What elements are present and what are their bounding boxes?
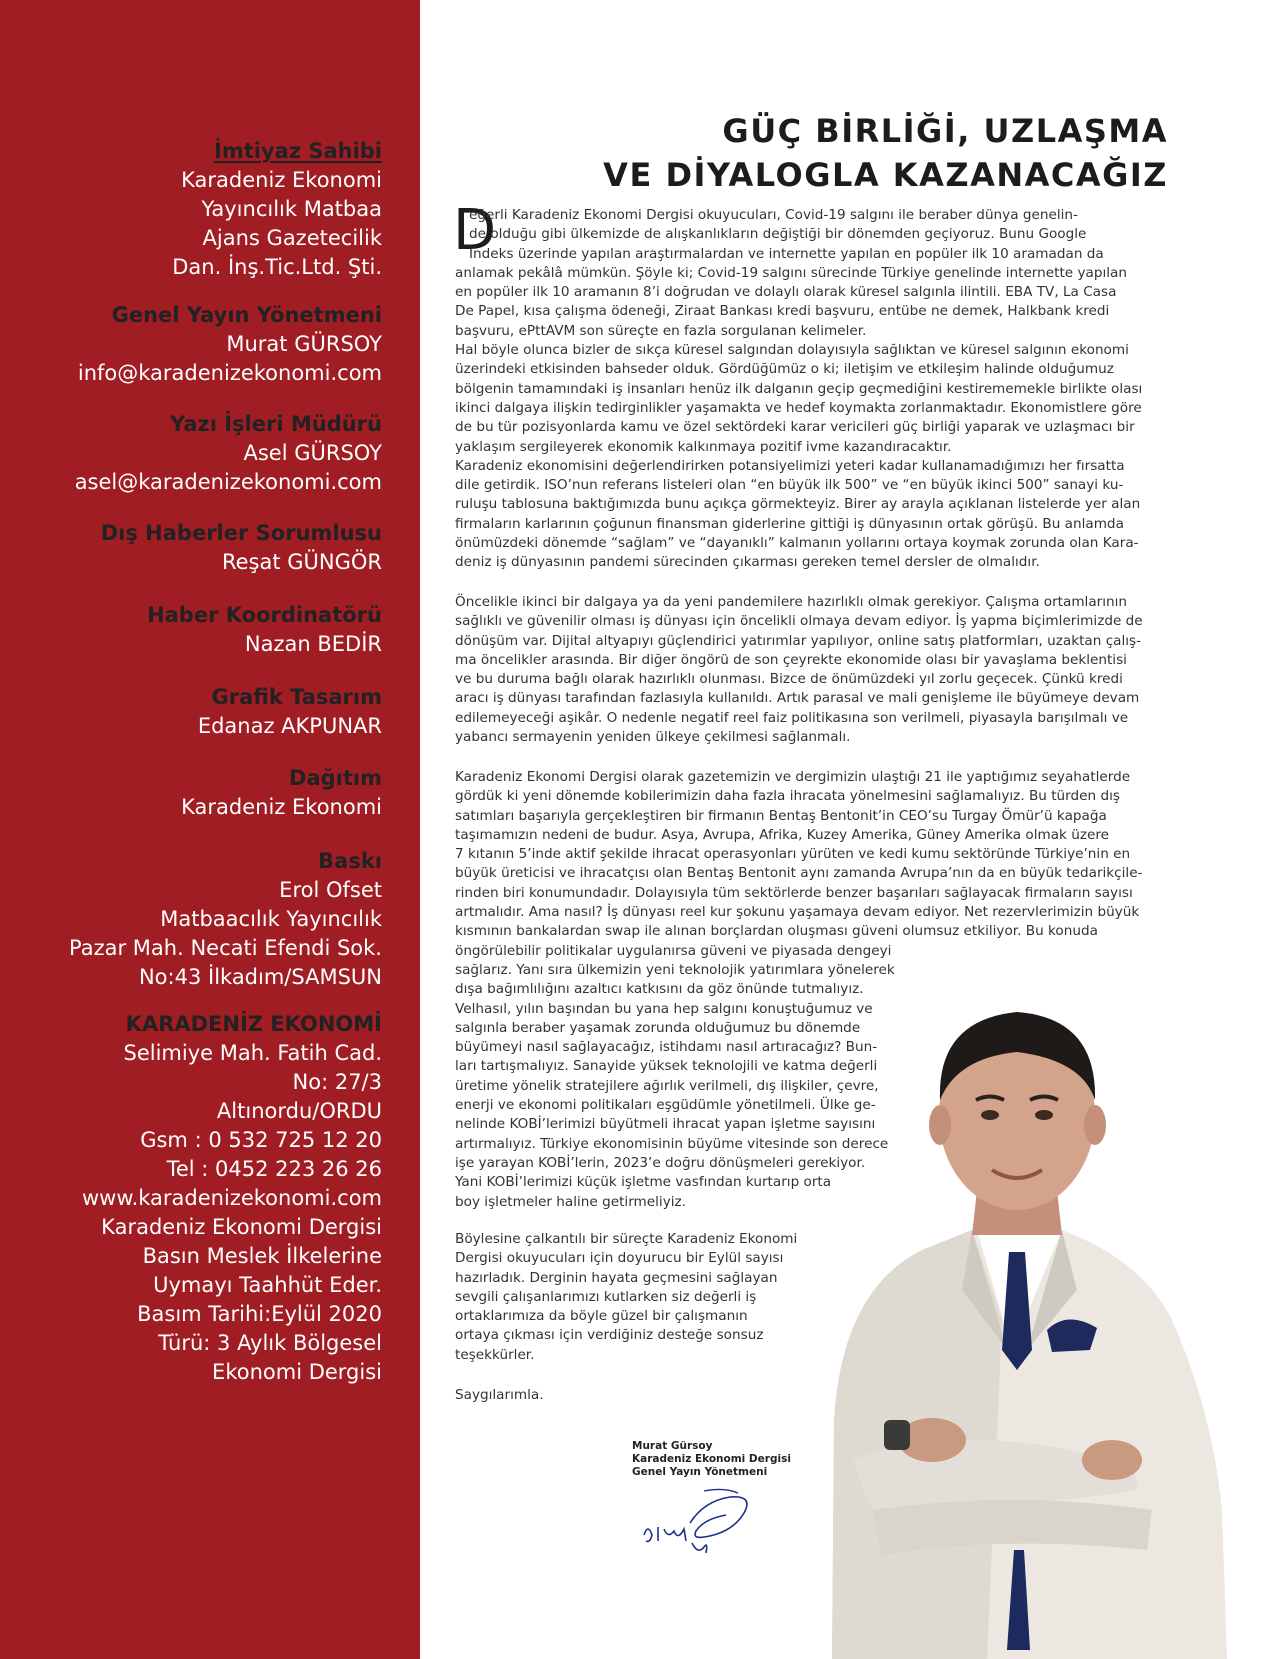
handwritten-signature bbox=[634, 1483, 764, 1563]
masthead-heading: Dağıtım bbox=[289, 766, 382, 790]
masthead-line: info@karadenizekonomi.com bbox=[77, 361, 382, 385]
text-line: bölgenin tamamındaki iş insanları henüz ilk dalganın geçip geçmediğini kestirememekle birlikte olası bbox=[455, 380, 1143, 397]
masthead-block bbox=[69, 847, 382, 992]
text-line: ve bu duruma bağlı olarak hazırlıklı olunması. Bizce de önümüzdeki yıl zorlu geçecek. Çünkü kredi bbox=[455, 671, 1123, 688]
masthead-line: Türü: 3 Aylık Bölgesel bbox=[158, 1331, 382, 1355]
masthead-block bbox=[82, 1010, 382, 1387]
text-line: önümüzdeki dönemde “sağlam” ve “dayanıklı” kalmanın yollarını ortaya koymak zorunda olan Kara- bbox=[455, 535, 1139, 552]
article-title bbox=[603, 109, 1168, 197]
masthead-line: No:43 İlkadım/SAMSUN bbox=[138, 965, 382, 989]
masthead-heading: Haber Koordinatörü bbox=[147, 603, 382, 627]
masthead-line: Pazar Mah. Necati Efendi Sok. bbox=[69, 936, 382, 960]
text-line: üzerindeki etkisinden bahseder olduk. Gördüğümüz o ki; iletişim ve etkileşim halinde olduğumuz bbox=[455, 361, 1114, 378]
text-line: 7 kıtanın 5’inde aktif şekilde ihracat operasyonları yürüten ve kedi kumu sektöründe Türkiye’nin en bbox=[455, 846, 1131, 863]
text-line: boy işletmeler haline getirmeliyiz. bbox=[455, 1193, 686, 1210]
text-line: taşımamızın nedeni de budur. Asya, Avrupa, Afrika, Kuzey Amerika, Güney Amerika olmak üzere bbox=[455, 826, 1110, 843]
text-line: teşekkürler. bbox=[455, 1346, 535, 1363]
masthead-block bbox=[172, 137, 382, 282]
masthead-block bbox=[198, 683, 382, 741]
text-line: de olduğu gibi ülkemizde de alışkanlıkların değiştiği bir dönemden geçiyoruz. Bunu Google bbox=[469, 226, 1087, 243]
text-line: işe yarayan KOBİ’lerin, 2023’e doğru dönüşmeleri gerekiyor. bbox=[455, 1154, 866, 1171]
masthead-block bbox=[147, 601, 382, 659]
text-line: artırmalıyız. Türkiye ekonomisinin büyüme vitesinde son derece bbox=[455, 1135, 889, 1152]
text-line: dışa bağımlılığını azaltıcı katkısını da göz önünde tutmalıyız. bbox=[455, 981, 864, 998]
text-line: Böylesine çalkantılı bir süreçte Karadeniz Ekonomi bbox=[455, 1231, 798, 1247]
text-line: satımları başarıyla gerçekleştiren bir firmanın Bentaş Bentonit’in CEO’su Turgay Ömür’ü kapağa bbox=[455, 807, 1107, 824]
text-line: edilemeyeceği aşikâr. O nedenle negatif reel faiz politikasına son verilmeli, piyasayla barışılmalı ve bbox=[455, 709, 1129, 726]
masthead-block bbox=[101, 519, 382, 577]
signature-org: Karadeniz Ekonomi Dergisi bbox=[632, 1453, 791, 1465]
masthead-line: Ekonomi Dergisi bbox=[212, 1360, 382, 1384]
text-line: İndeks üzerinde yapılan araştırmalardan ve internette yapılan en popüler ilk 10 aramadan da bbox=[469, 245, 1104, 262]
masthead-heading: Dış Haberler Sorumlusu bbox=[100, 521, 382, 545]
text-line: aracı iş dünyası tarafından fazlasıyla kullanıldı. Artık parasal ve mali genişleme ile büyümeye devam bbox=[455, 690, 1140, 707]
paragraph-4 bbox=[455, 1230, 797, 1365]
text-line: en popüler ilk 10 aramanın 8’i doğrudan ve dolaylı olarak küresel salgınla ilintili. EBA TV, La Casa bbox=[455, 284, 1117, 301]
masthead-line: Ajans Gazetecilik bbox=[202, 226, 382, 250]
title-line-2: VE DİYALOGLA KAZANACAĞIZ bbox=[603, 156, 1168, 194]
masthead-line: Altınordu/ORDU bbox=[216, 1099, 382, 1123]
text-line: büyümeyi nasıl sağlayacağız, istihdamı nasıl artıracağız? Bun- bbox=[455, 1039, 878, 1056]
text-line: rinden biri konumundadır. Dolayısıyla tüm sektörlerde benzer başarıları sağlayacak firmaların sayısı bbox=[455, 884, 1133, 901]
masthead-line: asel@karadenizekonomi.com bbox=[74, 470, 382, 494]
signature-role: Genel Yayın Yönetmeni bbox=[632, 1466, 768, 1478]
text-line: ikinci dalgaya ilişkin tedirginlikler yaşamakta ve hedef koymakta zorlanmaktadır. Ekonomistlere göre bbox=[455, 399, 1142, 416]
text-line: ları tartışmalıyız. Sanayide yüksek teknolojili ve katma değerli bbox=[455, 1058, 878, 1075]
paragraph-1 bbox=[455, 206, 1142, 573]
masthead-line: Murat GÜRSOY bbox=[226, 332, 382, 356]
text-line: dönüşüm var. Dijital altyapıyı güçlendirici yatırımlar yapılıyor, online satış platformları, uzaktan çalış- bbox=[455, 632, 1142, 649]
text-line: eğerli Karadeniz Ekonomi Dergisi okuyucuları, Covid-19 salgını ile beraber dünya genelin- bbox=[469, 207, 1078, 223]
text-line: Hal böyle olunca bizler de sıkça küresel salgından dolayısıyla sağlıktan ve küresel salgının ekonomi bbox=[455, 342, 1129, 359]
masthead-line: Basım Tarihi:Eylül 2020 bbox=[137, 1302, 382, 1326]
text-line: anlamak pekâlâ mümkün. Şöyle ki; Covid-19 salgını sürecinde Türkiye genelinde internette yapılan bbox=[455, 264, 1127, 281]
paragraph-2 bbox=[455, 593, 1143, 747]
masthead-block bbox=[78, 301, 382, 388]
masthead-block bbox=[75, 410, 382, 497]
text-line: de bu tür pozisyonlarda kamu ve özel sektördeki karar vericileri güç birliği yaparak ve uzlaşmacı bir bbox=[455, 419, 1135, 436]
text-line: büyük üreticisi ve ihracatçısı olan Bentaş Bentonit aynı zamanda Avrupa’nın da en büyük tedarikçile- bbox=[455, 865, 1143, 882]
text-line: sağlıklı ve güvenilir olması iş dünyası için öncelikli olmaya devam ediyor. İş yapma biçimlerimizde de bbox=[455, 613, 1143, 630]
masthead-line: Uymayı Taahhüt Eder. bbox=[153, 1273, 382, 1297]
text-line: yabancı sermayenin yeniden ülkeye çekilmesi sağlanmalı. bbox=[455, 729, 851, 746]
text-line: Yani KOBİ’lerimizi küçük işletme vasfından kurtarıp orta bbox=[455, 1174, 832, 1191]
text-line: sağlarız. Yanı sıra ülkemizin yeni teknolojik yatırımlara yönelerek bbox=[455, 961, 895, 978]
text-line: ortaya çıkması için verdiğiniz desteğe sonsuz bbox=[455, 1327, 764, 1344]
text-line: üretime yönelik stratejilere ağırlık verilmeli, dış ilişkiler, çevre, bbox=[455, 1077, 879, 1094]
text-line: Dergisi okuyucuları için doyurucu bir Eylül sayısı bbox=[455, 1250, 784, 1267]
text-line: başvuru, ePttAVM son süreçte en fazla sorgulanan kelimeler. bbox=[455, 322, 867, 339]
masthead-line: Edanaz AKPUNAR bbox=[197, 714, 382, 738]
masthead-line: Karadeniz Ekonomi Dergisi bbox=[101, 1215, 382, 1239]
text-line: Karadeniz ekonomisini değerlendirirken potansiyelimizi yeteri kadar kullanamadığımızı her fırsatta bbox=[455, 457, 1125, 474]
title-line-1: GÜÇ BİRLİĞİ, UZLAŞMA bbox=[722, 112, 1168, 150]
masthead-line: Tel : 0452 223 26 26 bbox=[166, 1157, 382, 1181]
text-line: yaklaşım sergileyerek ekonomik kalkınmaya pozitif ivme kazandıracaktır. bbox=[455, 438, 952, 455]
text-line: Velhasıl, yılın başından bu yana hep salgını konuştuğumuz ve bbox=[455, 1000, 873, 1017]
signature-name: Murat Gürsoy bbox=[632, 1440, 713, 1452]
text-line: hazırladık. Derginin hayata geçmesini sağlayan bbox=[455, 1269, 778, 1286]
text-line: firmaların karlarının çoğunun finansman giderlerine gittiği iş dünyasının ortak görüşü. Bu anlamda bbox=[455, 515, 1124, 532]
text-line: gördük ki yeni dönemde kobilerimizin daha fazla ihracata yönelmesini sağlamalıyız. Bu türden dış bbox=[455, 788, 1120, 805]
masthead-line: Gsm : 0 532 725 12 20 bbox=[140, 1128, 382, 1152]
portrait-photo bbox=[812, 990, 1232, 1659]
masthead-heading: KARADENİZ EKONOMİ bbox=[125, 1012, 382, 1036]
masthead-heading: Genel Yayın Yönetmeni bbox=[111, 303, 382, 327]
text-line: ruluşu tablosuna baktığımızda bunu açıkça görmekteyiz. Birer ay arayla açıklanan listelerde yer alan bbox=[455, 496, 1141, 513]
closing-text: Saygılarımla. bbox=[455, 1387, 544, 1403]
masthead-line: Asel GÜRSOY bbox=[243, 441, 382, 465]
masthead-line: Nazan BEDİR bbox=[244, 632, 382, 656]
text-line: enerji ve ekonomi politikaları eşgüdümle yönetilmeli. Ülke ge- bbox=[455, 1097, 876, 1114]
text-line: Karadeniz Ekonomi Dergisi olarak gazetemizin ve dergimizin ulaştığı 21 ile yaptığımız seyahatlerde bbox=[455, 769, 1131, 785]
masthead-heading: Yazı İşleri Müdürü bbox=[170, 412, 382, 436]
masthead-line: Basın Meslek İlkelerine bbox=[142, 1244, 382, 1268]
text-line: artmalıdır. Ama nasıl? İş dünyası reel kur şokunu yaşamaya devam ediyor. Net rezervlerimizin büyük bbox=[455, 904, 1140, 921]
text-line: salgınla beraber yaşamak zorunda olduğumuz bu dönemde bbox=[455, 1019, 861, 1036]
text-line: deniz iş dünyasının pandemi sürecinden çıkarması gereken temel dersler de olmalıdır. bbox=[455, 554, 1040, 571]
masthead-line: Selimiye Mah. Fatih Cad. bbox=[123, 1041, 382, 1065]
masthead-line: www.karadenizekonomi.com bbox=[81, 1186, 382, 1210]
text-line: Öncelikle ikinci bir dalgaya ya da yeni pandemilere hazırlıklı olmak gerekiyor. Çalışma ortamlarının bbox=[455, 594, 1128, 610]
text-line: öngörülebilir politikalar uygulanırsa güveni ve piyasada dengeyi bbox=[455, 942, 892, 959]
masthead-line: Karadeniz Ekonomi bbox=[181, 168, 382, 192]
masthead-line: Karadeniz Ekonomi bbox=[181, 795, 382, 819]
masthead-line: Dan. İnş.Tic.Ltd. Şti. bbox=[172, 255, 382, 279]
masthead-line: Erol Ofset bbox=[279, 878, 382, 902]
masthead-line: Reşat GÜNGÖR bbox=[221, 550, 382, 574]
text-line: sevgili çalışanlarımızı kutlarken siz değerli iş bbox=[455, 1288, 757, 1305]
drop-cap: D bbox=[453, 198, 497, 263]
masthead-line: Matbaacılık Yayıncılık bbox=[160, 907, 382, 931]
text-line: kısmının bankalardan swap ile alınan borçlardan oluşması güveni olumsuz etkiliyor. Bu konuda bbox=[455, 923, 1098, 940]
text-line: nelinde KOBİ’lerimizi büyütmeli ihracat yapan işletme sayısını bbox=[455, 1116, 876, 1133]
masthead-line: Yayıncılık Matbaa bbox=[201, 197, 382, 221]
masthead-heading: İmtiyaz Sahibi bbox=[214, 139, 382, 163]
text-line: dile getirdik. ISO’nun referans listeleri olan “en büyük ilk 500” ve “en büyük ikinci 500” sanayi ku- bbox=[455, 477, 1124, 494]
text-line: ma öncelikler arasında. Bir diğer öngörü de son çeyrekte ekonomide olası bir yavaşlama beklentisi bbox=[455, 651, 1127, 668]
masthead-heading: Grafik Tasarım bbox=[211, 685, 382, 709]
text-line: De Papel, kısa çalışma ödeneği, Ziraat Bankası kredi başvuru, entübe ne demek, Halkbank kredi bbox=[455, 303, 1110, 320]
masthead-line: No: 27/3 bbox=[292, 1070, 382, 1094]
signature-block bbox=[632, 1440, 791, 1479]
text-line: ortaklarımıza da böyle güzel bir çalışmanın bbox=[455, 1308, 748, 1325]
masthead-heading: Baskı bbox=[318, 849, 382, 873]
masthead-block bbox=[181, 764, 382, 822]
